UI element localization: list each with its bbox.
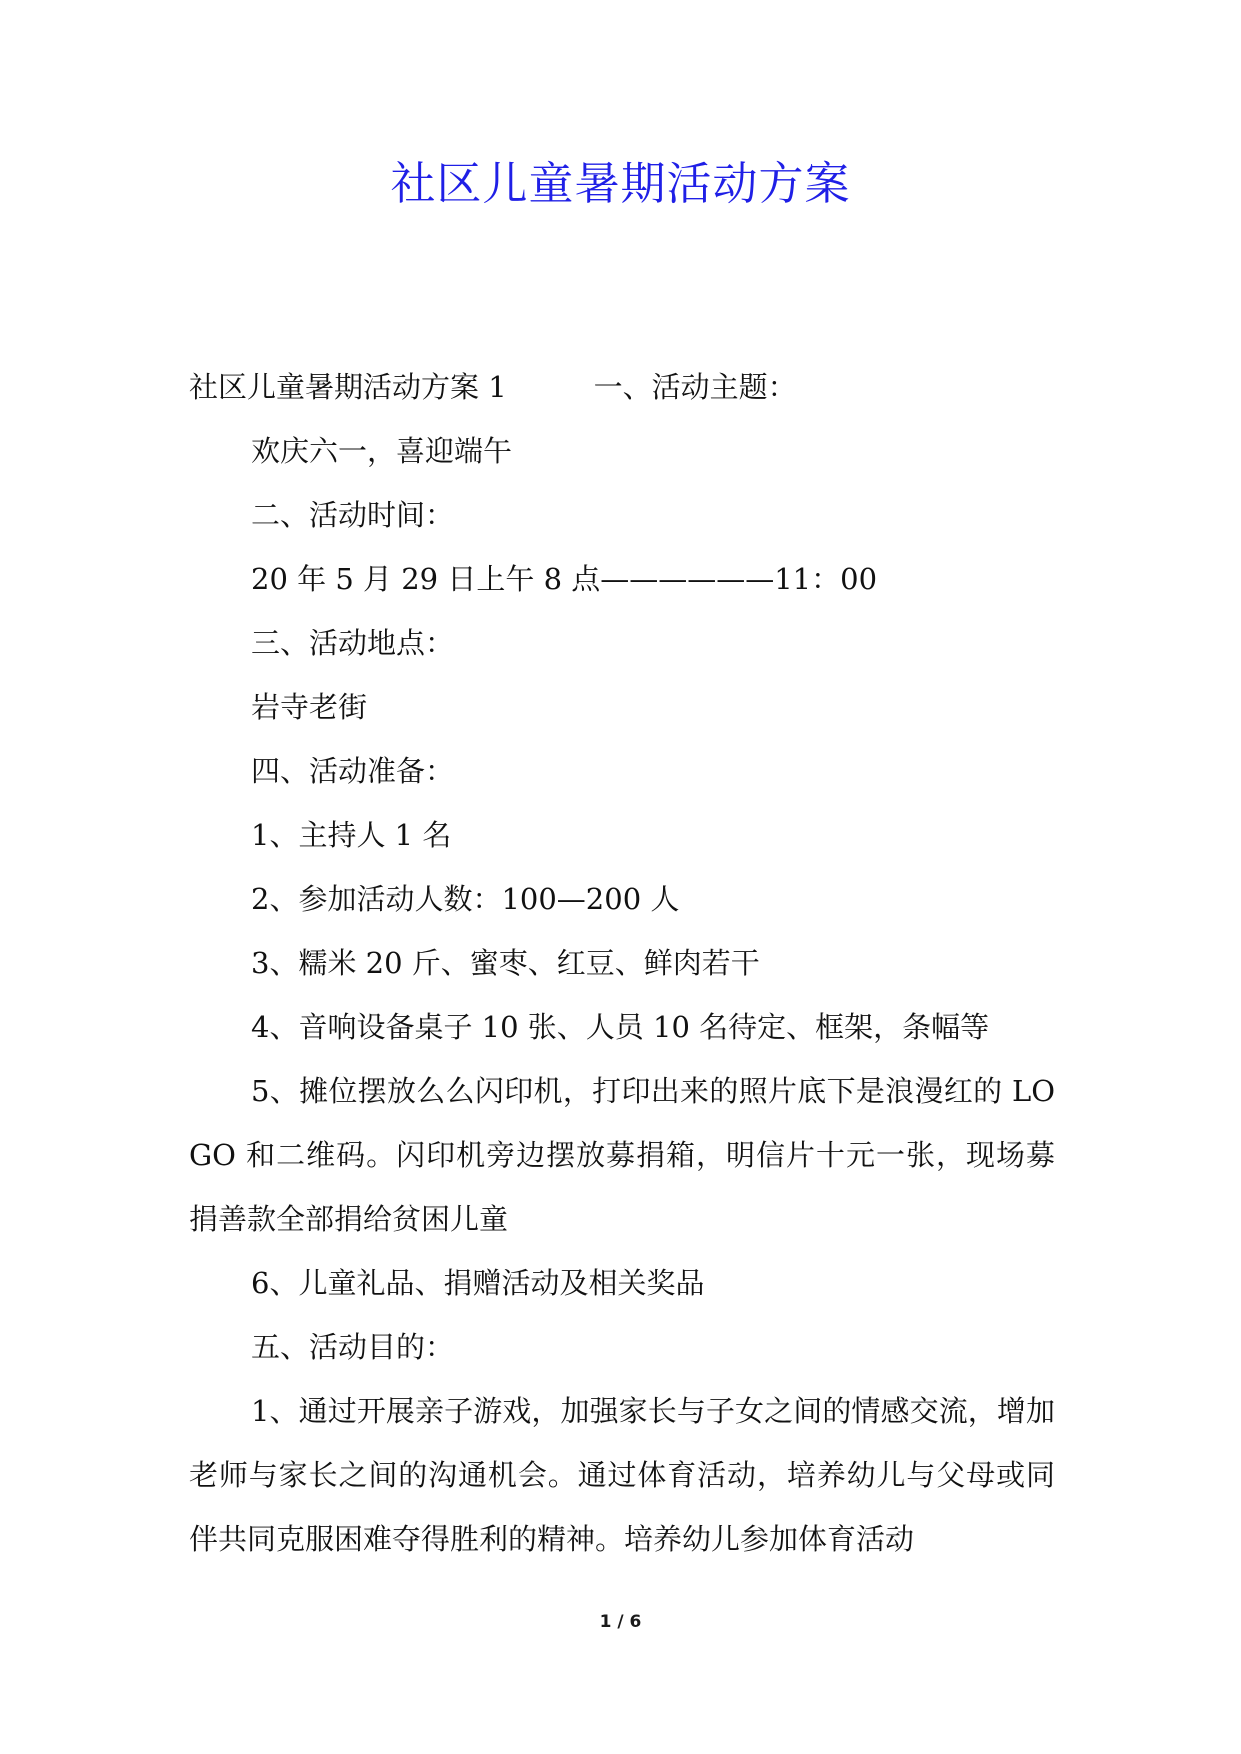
- paragraph: 4、音响设备桌子 10 张、人员 10 名待定、框架，条幅等: [251, 1010, 990, 1044]
- paragraph-first-line: [189, 355, 1055, 419]
- paragraph: 2、参加活动人数：100—200 人: [251, 882, 680, 916]
- paragraph: 3、糯米 20 斤、蜜枣、红豆、鲜肉若干: [251, 946, 760, 980]
- paragraph: 三、活动地点：: [251, 626, 455, 660]
- document-body: [189, 355, 1055, 1571]
- paragraph: 欢庆六一，喜迎端午: [251, 434, 513, 468]
- paragraph: 1、主持人 1 名: [251, 818, 452, 852]
- paragraph: 20 年 5 月 29 日上午 8 点——————11：00: [251, 562, 878, 596]
- paragraph: 5、摊位摆放么么闪印机，打印出来的照片底下是浪漫红的 LOGO 和二维码。闪印机旁边摆放募捐箱，明信片十元一张，现场募捐善款全部捐给贫困儿童: [189, 1074, 1055, 1236]
- paragraph: 岩寺老街: [251, 690, 368, 724]
- first-line-text: 社区儿童暑期活动方案 1 一、活动主题：: [189, 370, 797, 404]
- paragraph: 二、活动时间：: [251, 498, 455, 532]
- document-title: 社区儿童暑期活动方案: [390, 157, 851, 210]
- paragraph: 四、活动准备：: [251, 754, 455, 788]
- paragraph: 五、活动目的：: [251, 1330, 455, 1364]
- page-number: 1 / 6: [599, 1612, 642, 1632]
- paragraph: 1、通过开展亲子游戏，加强家长与子女之间的情感交流，增加老师与家长之间的沟通机会。通过体育活动，培养幼儿与父母或同伴共同克服困难夺得胜利的精神。培养幼儿参加体育活动: [189, 1394, 1055, 1556]
- paragraph: 6、儿童礼品、捐赠活动及相关奖品: [251, 1266, 705, 1300]
